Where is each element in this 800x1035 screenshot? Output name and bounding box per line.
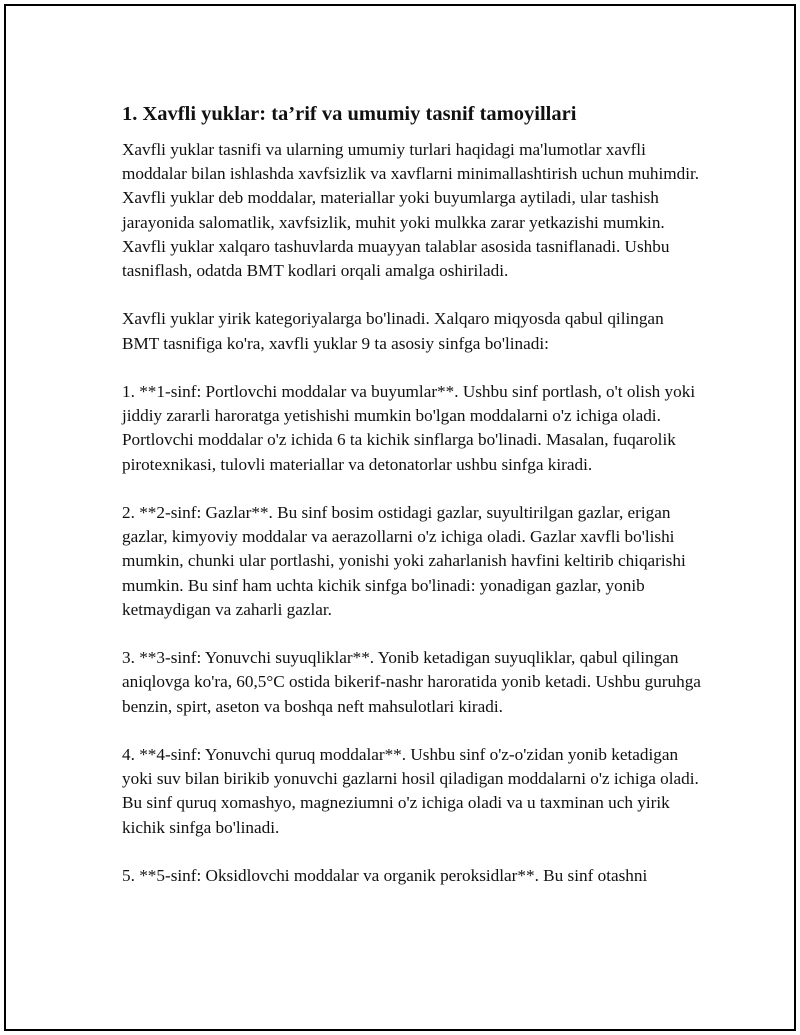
section-heading: 1. Xavfli yuklar: ta’rif va umumiy tasnif tamoyillari <box>122 103 577 125</box>
page-frame <box>4 4 796 1031</box>
classification-paragraph: Xavfli yuklar yirik kategoriyalarga bo'linadi. Xalqaro miqyosda qabul qilingan BMT tasnifiga ko'ra, xavfli yuklar 9 ta asosiy sinfga bo'linadi: <box>122 309 664 353</box>
class-1-paragraph: 1. **1-sinf: Portlovchi moddalar va buyumlar**. Ushbu sinf portlash, o't olish yoki jiddiy zararli haroratga yetishishi mumkin bo'lgan moddalarni o'z ichiga oladi. Portlovchi moddalar o'z ichida 6 ta kichik sinflarga bo'linadi. Masalan, fuqarolik pirotexnikasi, tulovli materiallar va detonatorlar ushbu sinfga kiradi. <box>122 382 696 474</box>
intro-paragraph: Xavfli yuklar tasnifi va ularning umumiy turlari haqidagi ma'lumotlar xavfli moddalar bilan ishlashda xavfsizlik va xavflarni minimallashtirish uchun muhimdir. Xavfli yuklar deb moddalar, materiallar yoki buyumlarga aytiladi, ular tashish jarayonida salomatlik, xavfsizlik, muhit yoki mulkka zarar yetkazishi mumkin. Xavfli yuklar xalqaro tashuvlarda muayyan talablar asosida tasniflanadi. Ushbu tasniflash, odatda BMT kodlari orqali amalga oshiriladi. <box>122 140 700 281</box>
class-5-paragraph: 5. **5-sinf: Oksidlovchi moddalar va organik peroksidlar**. Bu sinf otashni <box>122 866 648 885</box>
class-3-paragraph: 3. **3-sinf: Yonuvchi suyuqliklar**. Yonib ketadigan suyuqliklar, qabul qilingan aniqlovga ko'ra, 60,5°C ostida bikerif-nashr haroratida yonib ketadi. Ushbu guruhga benzin, spirt, aseton va boshqa neft mahsulotlari kiradi. <box>122 648 701 716</box>
class-2-paragraph: 2. **2-sinf: Gazlar**. Bu sinf bosim ostidagi gazlar, suyultirilgan gazlar, erigan gazlar, kimyoviy moddalar va aerazollarni o'z ichiga oladi. Gazlar xavfli bo'lishi mumkin, chunki ular portlashi, yonishi yoki zaharlanish havfini keltirib chiqarishi mumkin. Bu sinf ham uchta kichik sinfga bo'linadi: yonadigan gazlar, yonib ketmaydigan va zaharli gazlar. <box>122 503 686 619</box>
class-4-paragraph: 4. **4-sinf: Yonuvchi quruq moddalar**. Ushbu sinf o'z-o'zidan yonib ketadigan yoki suv bilan birikib yonuvchi gazlarni hosil qiladigan moddalarni o'z ichiga oladi. Bu sinf quruq xomashyo, magneziumni o'z ichiga oladi va u taxminan uch yirik kichik sinfga bo'linadi. <box>122 745 699 837</box>
document-body <box>122 101 702 912</box>
